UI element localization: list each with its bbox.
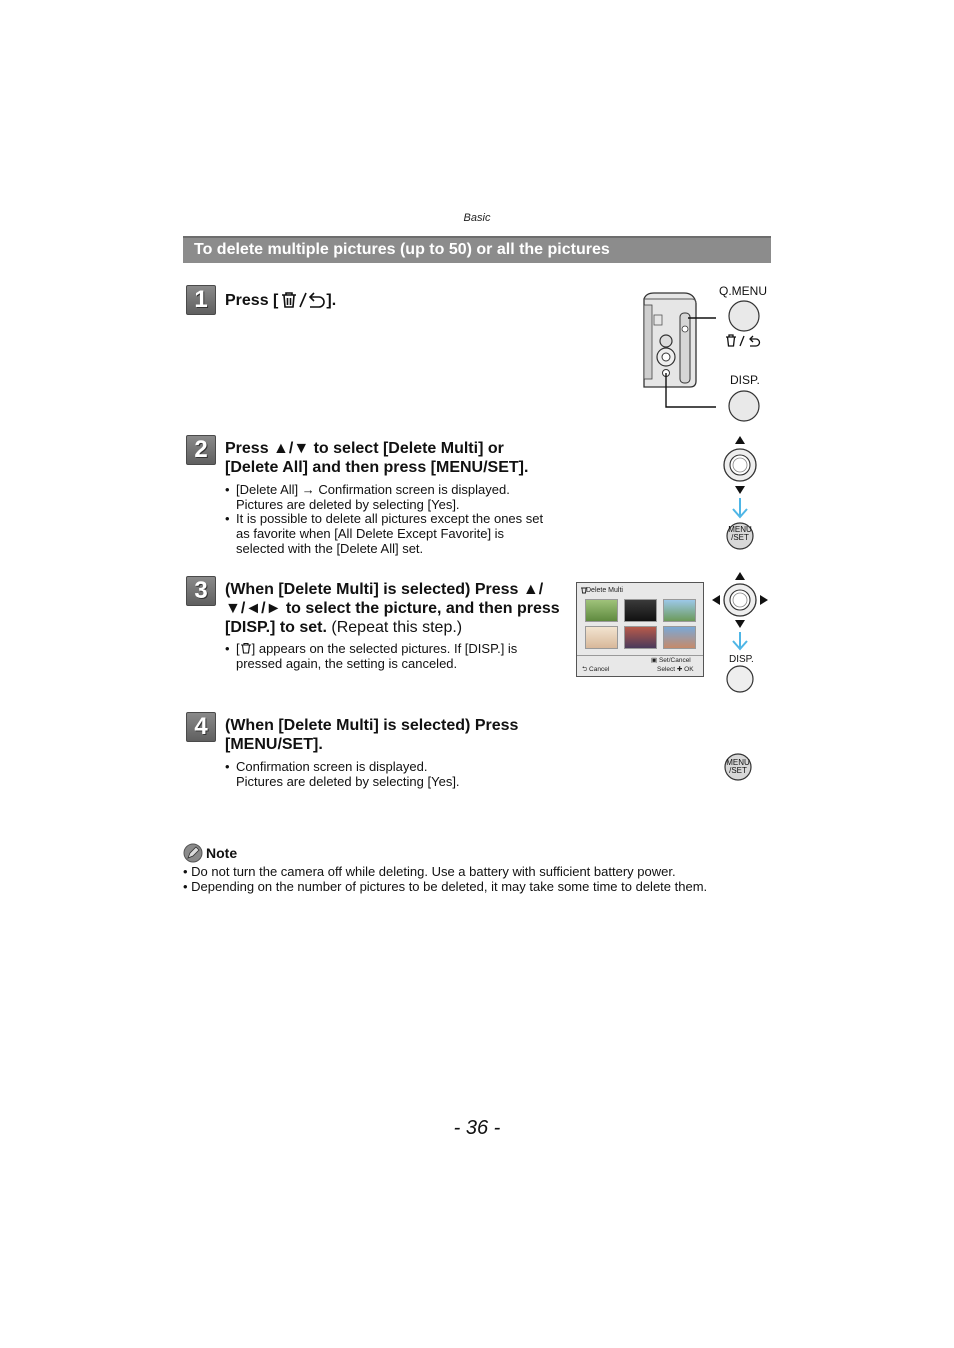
step-number-2: 2 [186, 435, 216, 465]
lcd-thumbnail [585, 626, 618, 649]
step-number-4: 4 [186, 712, 216, 742]
arrow-up-icon [735, 436, 745, 444]
lcd-thumbnail [585, 599, 618, 622]
step-number-1: 1 [186, 285, 216, 315]
lcd-thumbnail [663, 626, 696, 649]
arrow-left-icon [712, 595, 720, 605]
note-section [183, 843, 783, 894]
menu-set-label-step2: MENU /SET [728, 525, 752, 542]
disp-button-small-icon [727, 666, 753, 692]
section-title: To delete multiple pictures (up to 50) or all the pictures [194, 241, 610, 258]
lcd-thumbnail [663, 599, 696, 622]
arrow-down-icon [735, 486, 745, 494]
page-number: - 36 - [453, 1117, 501, 1139]
note-item-2: • Depending on the number of pictures to be deleted, it may take some time to delete them. [183, 878, 708, 894]
note-item-1: • Do not turn the camera off while deleting. Use a battery with sufficient battery power. [183, 864, 676, 879]
arrow-right-icon [760, 595, 768, 605]
trash-return-small-icon [726, 335, 760, 346]
trash-return-icon [278, 289, 326, 309]
arrow-up-icon [735, 572, 745, 580]
blue-down-arrow-icon [733, 498, 747, 517]
list-item: • Confirmation screen is displayed. Pictures are deleted by selecting [Yes]. [225, 760, 585, 789]
lcd-select-ok: Select ✚ OK [657, 666, 694, 673]
step-4-bullets [225, 760, 585, 789]
lcd-cancel: ⮌ Cancel [582, 666, 610, 673]
lcd-set-cancel: ▣ Set/Cancel [651, 657, 691, 664]
delete-mark-icon [240, 642, 252, 654]
step-2-heading: Press ▲/▼ to select [Delete Multi] or [Delete All] and then press [MENU/SET]. [225, 440, 529, 476]
lcd-title: Delete Multi [586, 587, 623, 594]
note-heading: Note [183, 843, 783, 863]
disp-label: DISP. [730, 373, 760, 387]
step-4-heading: (When [Delete Multi] is selected) Press [MENU/SET]. [225, 717, 519, 753]
section-title-bar [183, 236, 771, 263]
lcd-thumbnail [624, 599, 657, 622]
qmenu-label: Q.MENU [719, 284, 767, 298]
disp-button-icon [729, 391, 759, 421]
list-item: • It is possible to delete all pictures except the ones set as favorite when [All Delete Except Favorite] is selected with the [Delete All] set. [225, 512, 585, 556]
list-item: • [ ] appears on the selected pictures. If [DISP.] is pressed again, the setting is canceled. [225, 642, 570, 671]
qmenu-button-icon [729, 301, 759, 331]
blue-down-arrow-icon [733, 632, 747, 649]
step-3-bullets [225, 642, 570, 671]
cursor-pad-four-way-illustration [708, 568, 774, 694]
step-3-heading: (When [Delete Multi] is selected) Press ▲/ ▼/◄/► to select the picture, and then press [DISP.] to set. (Repeat this step.) [225, 581, 560, 636]
step-1-heading: Press [ ]. [225, 289, 336, 310]
step-2-bullets [225, 483, 585, 557]
menu-set-label-step4: MENU /SET [726, 758, 750, 775]
camera-back-illustration [640, 285, 775, 425]
list-item: • [Delete All] → Confirmation screen is displayed. Pictures are deleted by selecting [Yes]. [225, 483, 585, 512]
lcd-thumbnail [624, 626, 657, 649]
camera-body-icon [644, 293, 696, 387]
lcd-delete-multi-screen [576, 582, 704, 677]
section-label: Basic [463, 212, 491, 224]
arrow-down-icon [735, 620, 745, 628]
disp-small-label: DISP. [729, 654, 754, 665]
step-number-3: 3 [186, 576, 216, 606]
pencil-note-icon [183, 843, 203, 863]
